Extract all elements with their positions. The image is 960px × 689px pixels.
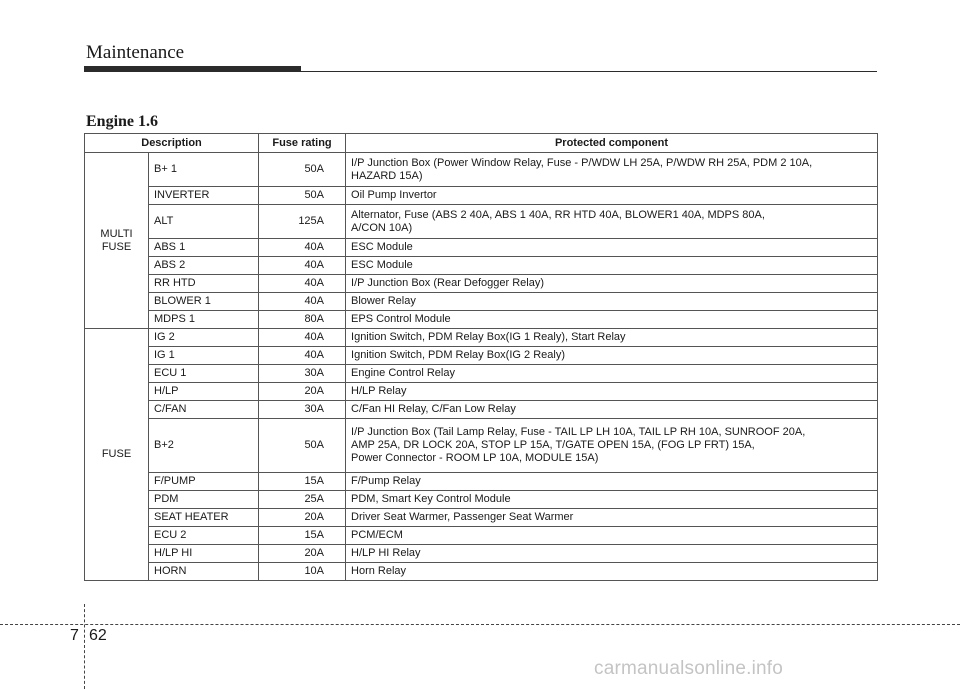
protected-component: Ignition Switch, PDM Relay Box(IG 1 Realy), Start Relay (346, 329, 878, 347)
protected-component: I/P Junction Box (Power Window Relay, Fuse - P/WDW LH 25A, P/WDW RH 25A, PDM 2 10A, HAZARD 15A) (346, 153, 878, 187)
protected-component: F/Pump Relay (346, 473, 878, 491)
header-rule (301, 71, 877, 72)
table-row (85, 473, 878, 491)
table-row (85, 257, 878, 275)
protected-component: ESC Module (346, 239, 878, 257)
protected-component: H/LP HI Relay (346, 545, 878, 563)
group-description: FUSE (85, 329, 149, 581)
fuse-table (84, 133, 878, 581)
page-number: 62 (89, 627, 107, 644)
fuse-name: B+2 (149, 419, 259, 473)
section-title: Engine 1.6 (86, 113, 159, 130)
table-row (85, 329, 878, 347)
fuse-rating: 30A (259, 401, 346, 419)
fuse-rating: 50A (259, 419, 346, 473)
protected-component: Ignition Switch, PDM Relay Box(IG 2 Realy) (346, 347, 878, 365)
protected-component: Horn Relay (346, 563, 878, 581)
watermark-text: carmanualsonline.info (594, 658, 784, 679)
table-row (85, 275, 878, 293)
protected-component: Blower Relay (346, 293, 878, 311)
fuse-name: PDM (149, 491, 259, 509)
protected-component: Alternator, Fuse (ABS 2 40A, ABS 1 40A, RR HTD 40A, BLOWER1 40A, MDPS 80A, A/CON 10A) (346, 205, 878, 239)
table-row (85, 509, 878, 527)
table-row (85, 527, 878, 545)
fuse-rating: 20A (259, 509, 346, 527)
table-row (85, 491, 878, 509)
table-row (85, 347, 878, 365)
fuse-rating: 40A (259, 239, 346, 257)
fuse-name: RR HTD (149, 275, 259, 293)
fuse-name: ECU 1 (149, 365, 259, 383)
fuse-name: ABS 2 (149, 257, 259, 275)
fuse-rating: 80A (259, 311, 346, 329)
group-description: MULTI FUSE (85, 153, 149, 329)
fuse-name: INVERTER (149, 187, 259, 205)
fuse-rating: 40A (259, 293, 346, 311)
table-row (85, 383, 878, 401)
table-row (85, 293, 878, 311)
protected-component: Engine Control Relay (346, 365, 878, 383)
fuse-rating: 15A (259, 473, 346, 491)
fuse-rating: 40A (259, 275, 346, 293)
table-row (85, 311, 878, 329)
fuse-name: B+ 1 (149, 153, 259, 187)
fuse-rating: 40A (259, 329, 346, 347)
page-header-title: Maintenance (86, 42, 185, 63)
fuse-rating: 40A (259, 347, 346, 365)
fuse-name: F/PUMP (149, 473, 259, 491)
fuse-rating: 40A (259, 257, 346, 275)
fuse-name: H/LP (149, 383, 259, 401)
fuse-name: BLOWER 1 (149, 293, 259, 311)
table-row (85, 153, 878, 187)
page-divider-vertical (84, 604, 85, 689)
fuse-name: ALT (149, 205, 259, 239)
header-accent-bar (84, 66, 301, 72)
table-row (85, 419, 878, 473)
fuse-table-body (85, 153, 878, 581)
protected-component: H/LP Relay (346, 383, 878, 401)
protected-component: PDM, Smart Key Control Module (346, 491, 878, 509)
protected-component: I/P Junction Box (Rear Defogger Relay) (346, 275, 878, 293)
fuse-name: HORN (149, 563, 259, 581)
table-row (85, 239, 878, 257)
table-row (85, 365, 878, 383)
table-row (85, 545, 878, 563)
table-row (85, 401, 878, 419)
protected-component: ESC Module (346, 257, 878, 275)
fuse-rating: 20A (259, 383, 346, 401)
chapter-number: 7 (70, 627, 79, 644)
fuse-name: H/LP HI (149, 545, 259, 563)
fuse-name: C/FAN (149, 401, 259, 419)
fuse-name: MDPS 1 (149, 311, 259, 329)
table-row (85, 563, 878, 581)
fuse-rating: 10A (259, 563, 346, 581)
fuse-name: ECU 2 (149, 527, 259, 545)
protected-component: Driver Seat Warmer, Passenger Seat Warmer (346, 509, 878, 527)
fuse-rating: 125A (259, 205, 346, 239)
page-divider-horizontal (0, 624, 960, 625)
protected-component: PCM/ECM (346, 527, 878, 545)
column-header-fuse-rating: Fuse rating (259, 134, 346, 153)
column-header-description: Description (85, 134, 259, 153)
fuse-rating: 50A (259, 187, 346, 205)
fuse-rating: 50A (259, 153, 346, 187)
fuse-rating: 20A (259, 545, 346, 563)
fuse-name: ABS 1 (149, 239, 259, 257)
protected-component: I/P Junction Box (Tail Lamp Relay, Fuse - TAIL LP LH 10A, TAIL LP RH 10A, SUNROOF 20A, AMP 25A, DR LOCK 20A, STOP LP 15A, T/GATE OPEN 15A, (FOG LP FRT) 15A, Power Connector - ROOM LP 10A, MODULE 15A) (346, 419, 878, 473)
protected-component: C/Fan HI Relay, C/Fan Low Relay (346, 401, 878, 419)
table-header-row (85, 134, 878, 153)
protected-component: Oil Pump Invertor (346, 187, 878, 205)
table-row (85, 205, 878, 239)
fuse-rating: 30A (259, 365, 346, 383)
fuse-name: IG 1 (149, 347, 259, 365)
fuse-rating: 15A (259, 527, 346, 545)
protected-component: EPS Control Module (346, 311, 878, 329)
fuse-name: SEAT HEATER (149, 509, 259, 527)
column-header-protected-component: Protected component (346, 134, 878, 153)
fuse-rating: 25A (259, 491, 346, 509)
table-row (85, 187, 878, 205)
fuse-name: IG 2 (149, 329, 259, 347)
